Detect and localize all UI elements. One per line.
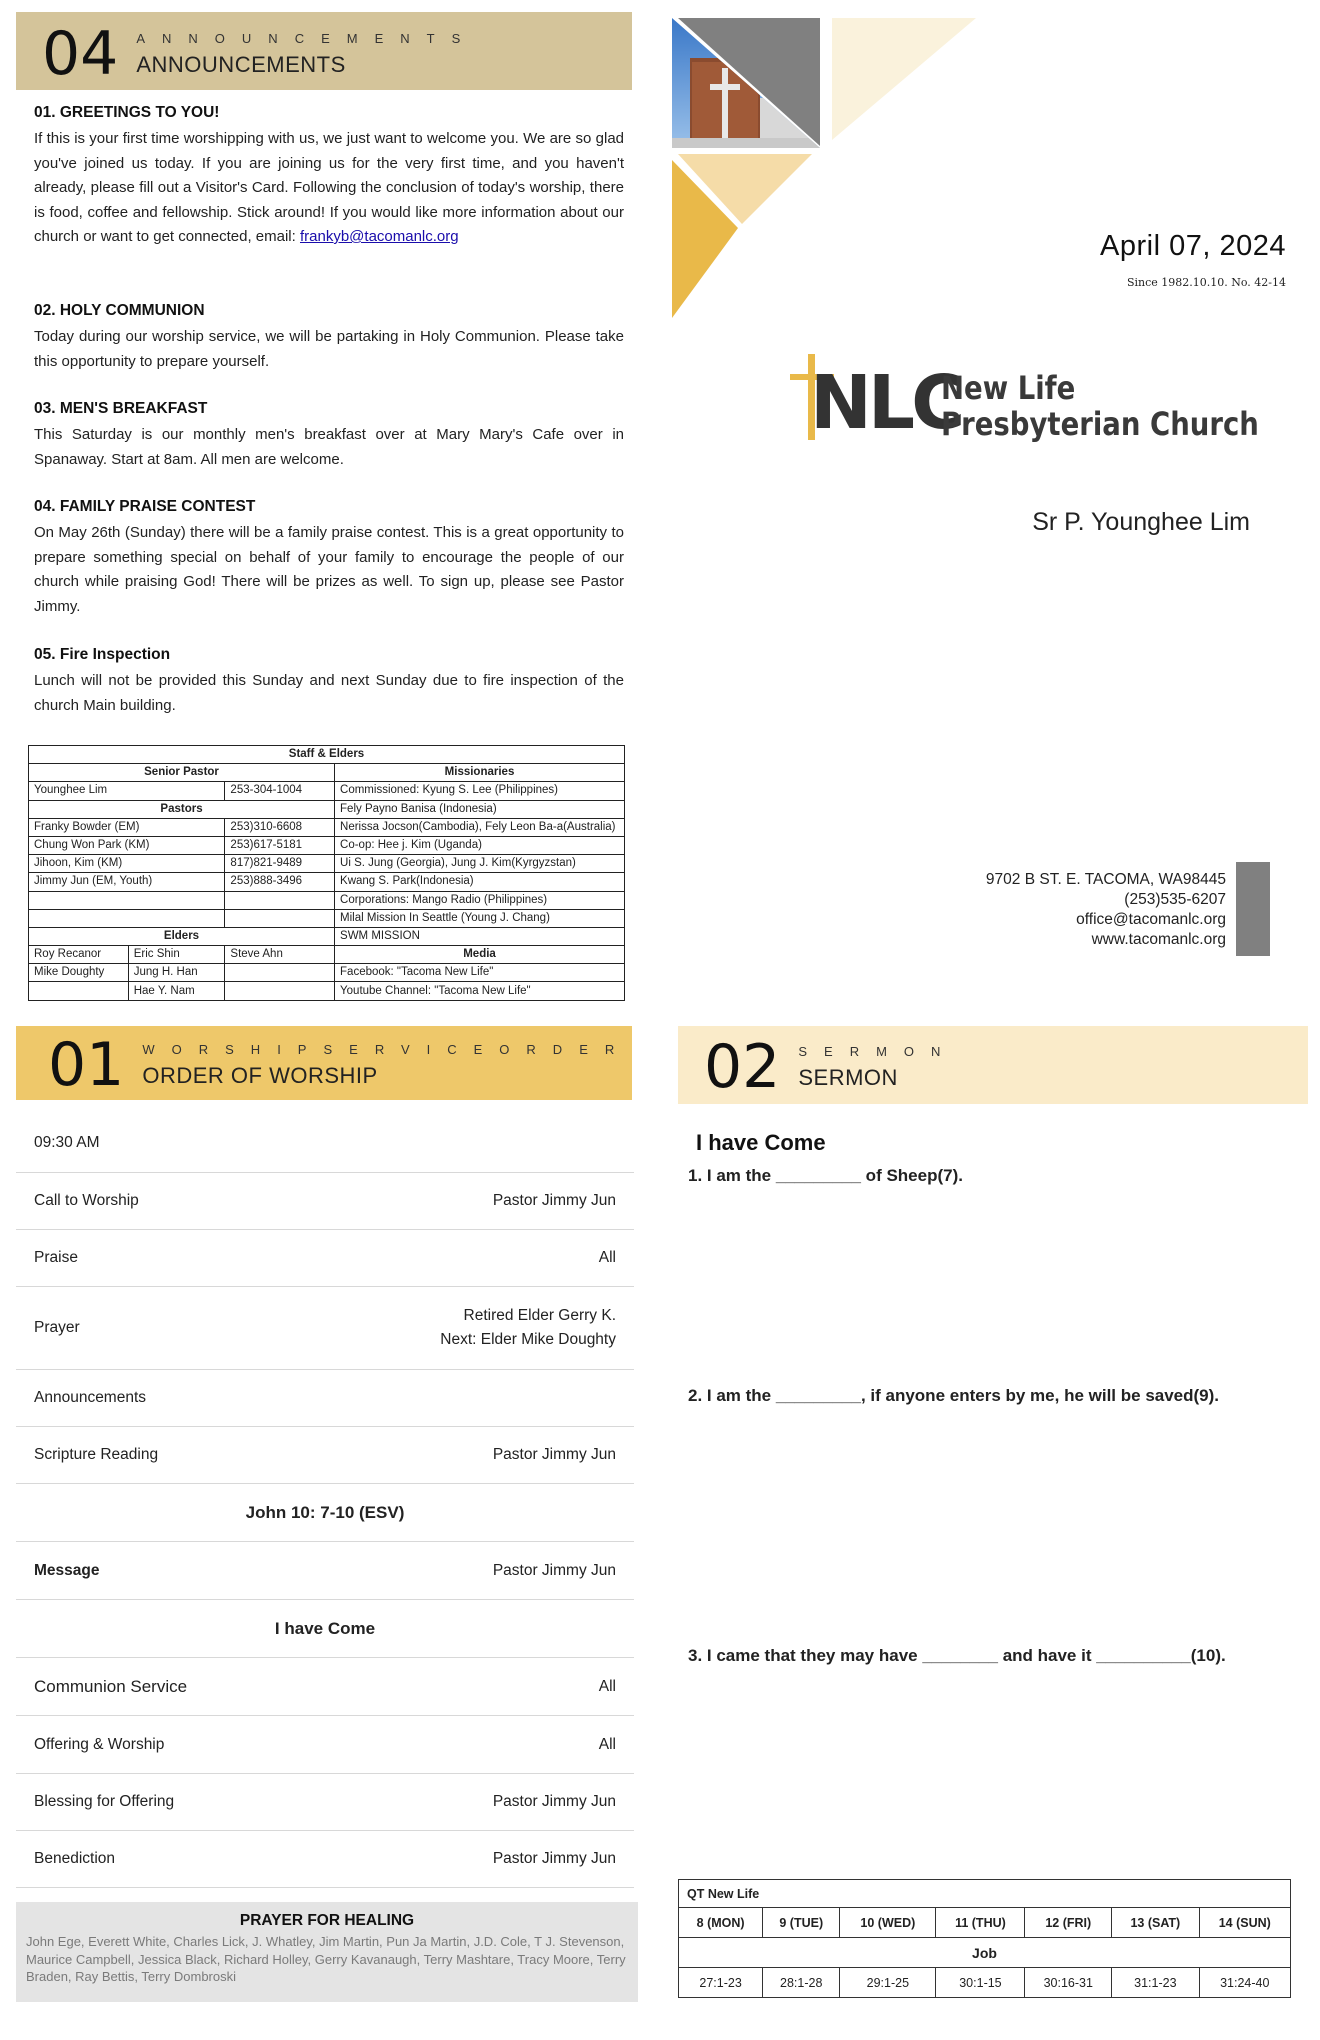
qt-reading: 30:1-15 — [936, 1968, 1025, 1998]
elder-name: Eric Shin — [128, 946, 225, 964]
staff-name: Younghee Lim — [29, 782, 225, 800]
logo-mark: NLC — [810, 360, 962, 446]
worship-row — [16, 1774, 634, 1831]
worship-item: Call to Worship — [34, 1192, 139, 1209]
missionary: Milal Mission In Seattle (Young J. Chang) — [335, 909, 625, 927]
announcement-title: 02. HOLY COMMUNION — [34, 302, 205, 319]
qt-reading: 31:24-40 — [1199, 1968, 1290, 1998]
staff-name: Jimmy Jun (EM, Youth) — [29, 873, 225, 891]
sermon-title-row: I have Come — [16, 1600, 634, 1658]
elder-name: Jung H. Han — [128, 964, 225, 982]
missionary: Kwang S. Park(Indonesia) — [335, 873, 625, 891]
pastors-header: Pastors — [29, 800, 335, 818]
qt-day: 10 (WED) — [840, 1908, 936, 1938]
worship-leader: Pastor Jimmy Jun — [492, 1192, 616, 1209]
section-title: ANNOUNCEMENTS — [136, 51, 346, 77]
worship-leader: Pastor Jimmy Jun — [492, 1446, 616, 1463]
worship-item: Communion Service — [34, 1676, 188, 1696]
qt-day: 9 (TUE) — [763, 1908, 840, 1938]
worship-row — [16, 1370, 634, 1427]
announcement-title: 01. GREETINGS TO YOU! — [34, 104, 220, 121]
announcement-4 — [34, 498, 624, 619]
section-spaced-label: ANNOUNCEMENTS — [136, 30, 478, 46]
staff-phone: 253)888-3496 — [225, 873, 335, 891]
worship-leader: Pastor Jimmy Jun — [492, 1850, 616, 1867]
phone: (253)535-6207 — [1124, 891, 1226, 908]
email-link[interactable]: frankyb@tacomanlc.org — [299, 228, 459, 245]
prayer-for-healing — [16, 1902, 638, 2002]
missionary: Corporations: Mango Radio (Philippines) — [335, 891, 625, 909]
media-item: Facebook: "Tacoma New Life" — [335, 964, 625, 982]
bulletin-date: April 07, 2024 — [1100, 230, 1286, 262]
church-logo — [786, 352, 1259, 452]
section-spaced-label: WORSHIPSERVICEORDER — [142, 1041, 632, 1057]
worship-item: Offering & Worship — [34, 1735, 165, 1753]
qt-day: 11 (THU) — [936, 1908, 1025, 1938]
announcement-2 — [34, 302, 624, 374]
sermon-point: 3. I came that they may have ________ and have it __________(10). — [688, 1646, 1226, 1665]
qt-reading: 27:1-23 — [679, 1968, 763, 1998]
staff-name: Jihoon, Kim (KM) — [29, 855, 225, 873]
section-number: 02 — [704, 1032, 781, 1102]
elder-name: Roy Recanor — [29, 946, 129, 964]
church-contact — [986, 870, 1226, 950]
section-number: 01 — [48, 1030, 125, 1100]
worship-row — [16, 1716, 634, 1774]
qt-title: QT New Life — [679, 1880, 1291, 1908]
worship-row — [16, 1542, 634, 1600]
worship-item: Benediction — [34, 1850, 116, 1867]
worship-leader: Pastor Jimmy Jun — [492, 1793, 616, 1810]
qt-reading: 30:16-31 — [1025, 1968, 1112, 1998]
website[interactable]: www.tacomanlc.org — [1091, 931, 1226, 948]
qt-day: 13 (SAT) — [1112, 1908, 1199, 1938]
section-title: SERMON — [798, 1064, 898, 1090]
staff-phone: 253)310-6608 — [225, 818, 335, 836]
staff-name: Chung Won Park (KM) — [29, 836, 225, 854]
worship-row — [16, 1230, 634, 1287]
qt-table — [678, 1879, 1291, 1998]
qt-reading: 29:1-25 — [840, 1968, 936, 1998]
announcement-body: Lunch will not be provided this Sunday and next Sunday due to fire inspection of the church Main building. — [34, 672, 624, 714]
staff-table-title: Staff & Elders — [29, 746, 625, 764]
elder-name: Mike Doughty — [29, 964, 129, 982]
announcement-title: 05. Fire Inspection — [34, 646, 171, 663]
qt-reading: 28:1-28 — [763, 1968, 840, 1998]
worship-row — [16, 1427, 634, 1484]
media-item: Youtube Channel: "Tacoma New Life" — [335, 982, 625, 1000]
elder-name: Steve Ahn — [225, 946, 335, 964]
announcement-5 — [34, 646, 624, 718]
qt-day: 8 (MON) — [679, 1908, 763, 1938]
worship-leader: All — [598, 1249, 616, 1266]
address: 9702 B ST. E. TACOMA, WA98445 — [985, 871, 1226, 888]
staff-phone: 253)617-5181 — [225, 836, 335, 854]
worship-time: 09:30 AM — [16, 1114, 634, 1173]
media-header: Media — [335, 946, 625, 964]
missionary: SWM MISSION — [335, 927, 625, 945]
staff-phone: 817)821-9489 — [225, 855, 335, 873]
senior-pastor-header: Senior Pastor — [29, 764, 335, 782]
section-number: 04 — [42, 19, 119, 89]
email[interactable]: office@tacomanlc.org — [1076, 911, 1226, 928]
announcement-1 — [34, 104, 624, 250]
sermon-point: 2. I am the _________, if anyone enters by me, he will be saved(9). — [688, 1386, 1220, 1405]
elders-header: Elders — [29, 927, 335, 945]
sermon-header — [704, 1032, 957, 1102]
worship-item: Scripture Reading — [34, 1446, 159, 1463]
missionary: Ui S. Jung (Georgia), Jung J. Kim(Kyrgyzstan) — [335, 855, 625, 873]
staff-name: Franky Bowder (EM) — [29, 818, 225, 836]
worship-item: Praise — [34, 1249, 78, 1266]
worship-row — [16, 1658, 634, 1716]
qt-day: 12 (FRI) — [1025, 1908, 1112, 1938]
elder-name: Hae Y. Nam — [128, 982, 225, 1000]
bulletin-issue: Since 1982.10.10. No. 42-14 — [1126, 276, 1286, 289]
missionaries-header: Missionaries — [335, 764, 625, 782]
sermon-heading: I have Come — [696, 1130, 826, 1155]
scripture-passage: John 10: 7-10 (ESV) — [16, 1484, 634, 1542]
qt-day: 14 (SUN) — [1199, 1908, 1290, 1938]
worship-header — [48, 1030, 631, 1100]
announcement-body: This Saturday is our monthly men's breakfast over at Mary Mary's Cafe over in Spanaway. Start at 8am. All men are welcome. — [34, 426, 624, 468]
announcement-3 — [34, 400, 624, 472]
staff-phone: 253-304-1004 — [225, 782, 335, 800]
qt-reading: 31:1-23 — [1112, 1968, 1199, 1998]
announcement-title: 04. FAMILY PRAISE CONTEST — [34, 498, 256, 515]
missionary: Fely Payno Banisa (Indonesia) — [335, 800, 625, 818]
missionary: Co-op: Hee j. Kim (Uganda) — [335, 836, 625, 854]
announcements-header — [42, 20, 477, 88]
senior-pastor-name: Sr P. Younghee Lim — [1032, 508, 1250, 536]
worship-row — [16, 1173, 634, 1230]
worship-leader: Retired Elder Gerry K. Next: Elder Mike Doughty — [440, 1307, 616, 1348]
announcement-body: On May 26th (Sunday) there will be a family praise contest. This is a great opportunity to prepare something special on behalf of your family to encourage the people of our church while praising God! There will be prizes as well. To sign up, please see Pastor Jimmy. — [34, 524, 624, 615]
worship-row — [16, 1831, 634, 1888]
worship-item: Blessing for Offering — [34, 1793, 175, 1810]
accent-bar — [1236, 862, 1270, 956]
worship-leader: All — [598, 1735, 616, 1753]
logo-text: New Life Presbyterian Church — [941, 369, 1259, 443]
section-spaced-label: SERMON — [798, 1043, 958, 1059]
worship-row — [16, 1287, 634, 1370]
qt-book: Job — [679, 1938, 1291, 1968]
staff-table — [28, 745, 625, 1001]
worship-item: Prayer — [34, 1319, 80, 1336]
missionary: Nerissa Jocson(Cambodia), Fely Leon Ba-a(Australia) — [335, 818, 625, 836]
worship-item: Announcements — [34, 1389, 147, 1406]
worship-item: Message — [34, 1561, 100, 1579]
section-title: ORDER OF WORSHIP — [142, 1062, 378, 1088]
prayer-title: PRAYER FOR HEALING — [239, 1912, 415, 1929]
announcement-body: If this is your first time worshipping with us, we just want to welcome you. We are so glad you've joined us today. If you are joining us for the very first time, and you haven't already, please fill out a Visitor's Card. Following the conclusion of today's worship, there is food, coffee and fellowship. Stick around! If you would like more information about our church or want to get connected, email: frankyb@tacomanlc.org — [34, 130, 624, 245]
prayer-names: John Ege, Everett White, Charles Lick, J. Whatley, Jim Martin, Pun Ja Martin, J.D. Cole, T J. Stevenson, Maurice Campbell, Jessica Black, Richard Holley, Gerry Kavanaugh, Terry Mashtare, Tracy Moore, Terry Braden, Ray Bettis, Terry Dombroski — [26, 1934, 626, 1984]
worship-leader: Pastor Jimmy Jun — [492, 1561, 616, 1579]
sermon-point: 1. I am the _________ of Sheep(7). — [688, 1166, 963, 1185]
worship-leader: All — [598, 1677, 616, 1695]
missionary: Commissioned: Kyung S. Lee (Philippines) — [335, 782, 625, 800]
cover-geometric-art — [672, 18, 992, 320]
announcement-title: 03. MEN'S BREAKFAST — [34, 400, 208, 417]
announcement-body: Today during our worship service, we will be partaking in Holy Communion. Please take this opportunity to prepare yourself. — [34, 328, 624, 370]
